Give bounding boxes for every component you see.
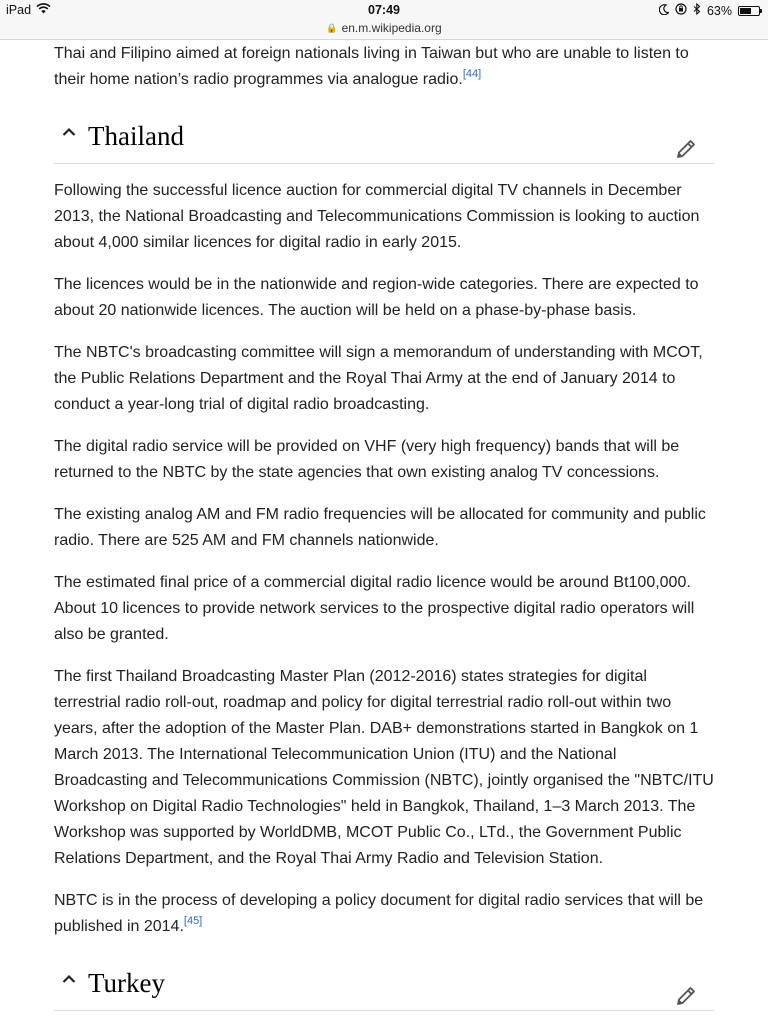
- section-title-thailand: Thailand: [88, 121, 184, 151]
- section-heading-thailand[interactable]: [54, 113, 714, 164]
- address-bar[interactable]: [0, 21, 768, 35]
- pencil-icon[interactable]: [674, 984, 698, 1013]
- pencil-icon[interactable]: [674, 137, 698, 166]
- reference-link-44[interactable]: [44]: [462, 67, 482, 80]
- bluetooth-icon: [693, 3, 701, 18]
- thailand-paragraph-1: Following the successful licence auction for commercial digital TV channels in December 2013, the National Broadcasting and Telecommunications Commission is looking to auction about 4,000 similar licences for digital radio in early 2015.: [54, 182, 700, 251]
- thailand-paragraph-3: The NBTC's broadcasting committee will sign a memorandum of understanding with MCOT, the Public Relations Department and the Royal Thai Army at the end of January 2014 to conduct a year-long trial of digital radio broadcasting.: [54, 344, 703, 413]
- section-title-turkey: Turkey: [88, 968, 166, 998]
- device-name: iPad: [6, 3, 32, 17]
- reference-link-45[interactable]: [45]: [183, 914, 203, 927]
- status-right: [659, 3, 760, 18]
- thailand-paragraph-8: NBTC is in the process of developing a policy document for digital radio services that will be published in 2014.[45]: [54, 892, 704, 935]
- url-text: en.m.wikipedia.org: [341, 21, 442, 35]
- battery-icon: [738, 6, 760, 16]
- thailand-paragraph-6: The estimated final price of a commercial digital radio licence would be around Bt100,000. About 10 licences to provide network services to the prospective digital radio operators will also be granted.: [54, 574, 695, 643]
- chevron-up-icon[interactable]: [62, 127, 76, 137]
- moon-icon: [659, 4, 669, 18]
- chevron-up-icon[interactable]: [62, 974, 76, 984]
- rotation-lock-icon: [675, 3, 687, 18]
- lock-icon: 🔒: [326, 23, 338, 33]
- section-heading-turkey[interactable]: [54, 960, 714, 1011]
- thailand-paragraph-4: The digital radio service will be provided on VHF (very high frequency) bands that will be returned to the NBTC by the state agencies that own existing analog TV concessions.: [54, 438, 680, 481]
- thailand-paragraph-2: The licences would be in the nationwide and region-wide categories. There are expected to about 20 nationwide licences. The auction will be held on a phase-by-phase basis.: [54, 276, 699, 319]
- article-content: [54, 41, 714, 1025]
- status-bar: [0, 0, 768, 40]
- battery-percent: 63%: [706, 3, 732, 18]
- thailand-paragraph-5: The existing analog AM and FM radio frequencies will be allocated for community and public radio. There are 525 AM and FM channels nationwide.: [54, 506, 706, 549]
- thailand-paragraph-7: The first Thailand Broadcasting Master Plan (2012-2016) states strategies for digital terrestrial radio roll-out, roadmap and policy for digital terrestrial radio roll-out within two years, after the adoption of the Master Plan. DAB+ demonstrations started in Bangkok on 1 March 2013. The International Telecommunication Union (ITU) and the National Broadcasting and Telecommunications Commission (NBTC), jointly organised the "NBTC/ITU Workshop on Digital Radio Technologies" held in Bangkok, Thailand, 1–3 March 2013. The Workshop was supported by WorldDMB, MCOT Public Co., LTd., the Government Public Relations Department, and the Royal Thai Army Radio and Television Station.: [54, 668, 714, 867]
- status-time: 07:49: [368, 3, 400, 17]
- intro-tail-paragraph: Thai and Filipino aimed at foreign nationals living in Taiwan but who are unable to listen to their home nation’s radio programmes via analogue radio.[44]: [54, 45, 689, 88]
